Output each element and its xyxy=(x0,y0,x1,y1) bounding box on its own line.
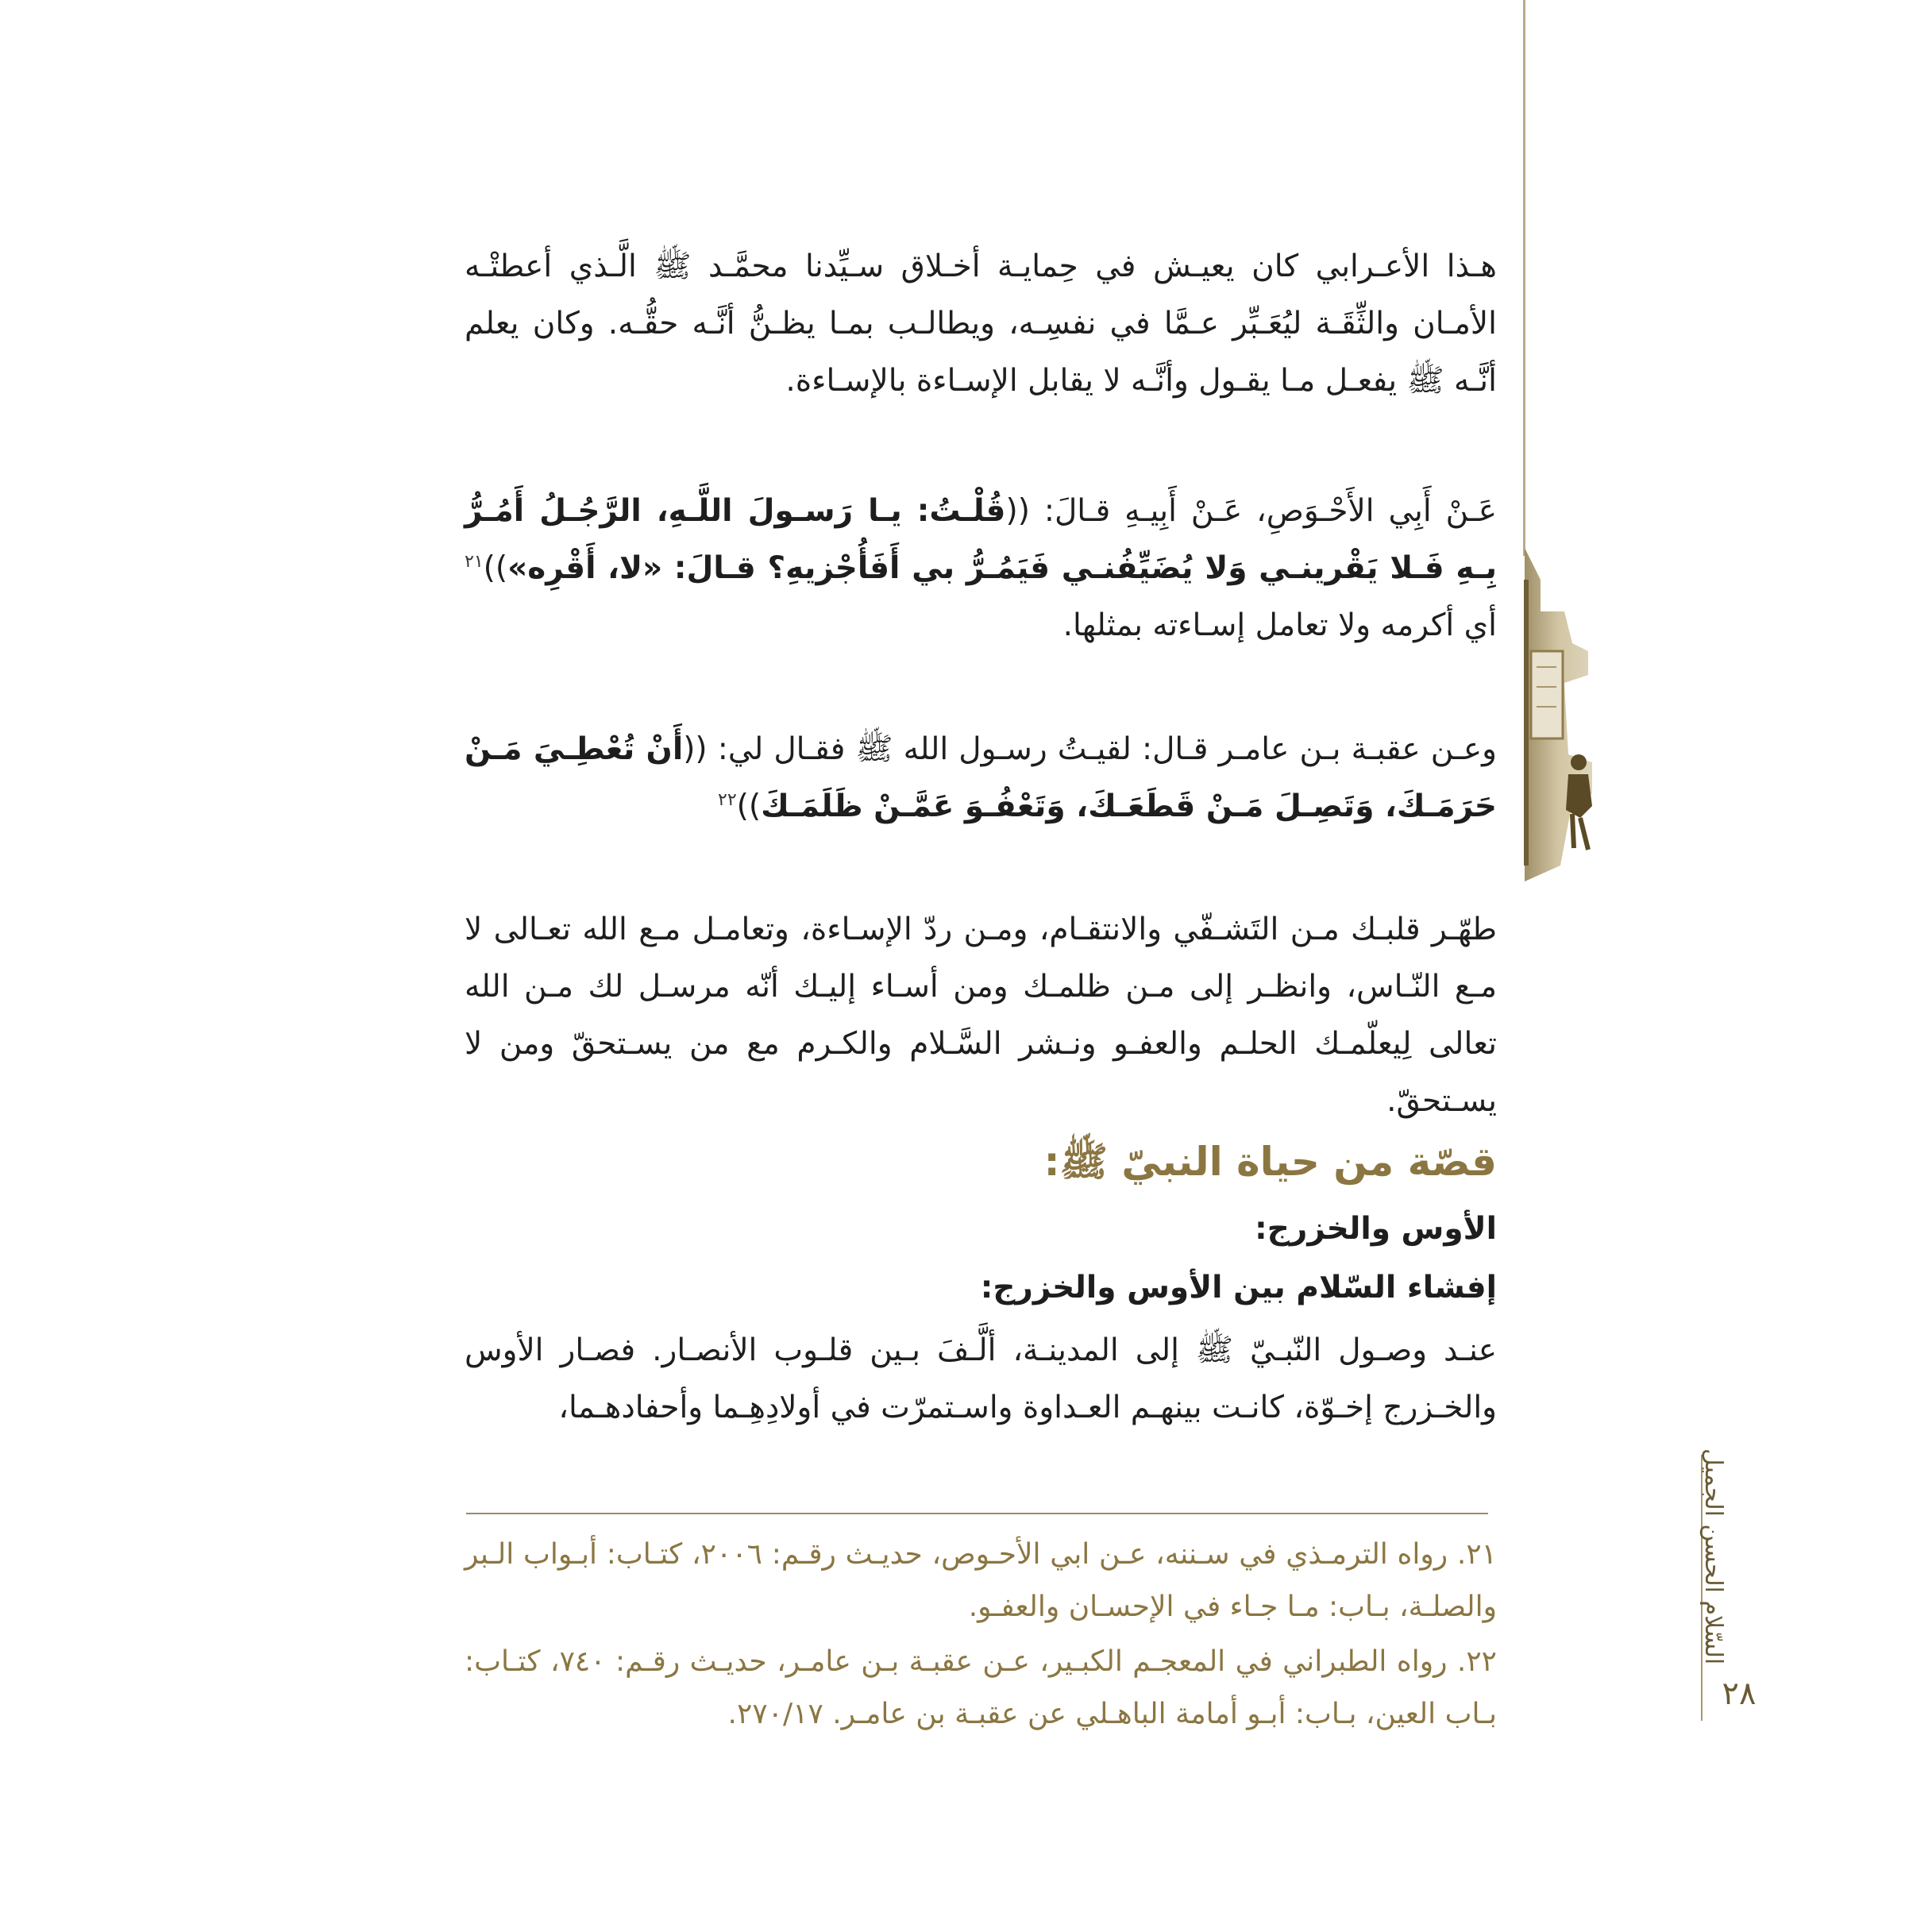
hadith-text: أَنْ تُعْطِـيَ مَـنْ حَرَمَـكَ، وَتَصِـلَ مَـنْ قَطَعَـكَ، وَتَعْفُـوَ عَمَّـنْ ظَلَمَـكَ xyxy=(465,731,1497,824)
lantern-illustration xyxy=(1517,548,1600,881)
top-vertical-rule xyxy=(1523,0,1525,556)
footnote-divider xyxy=(466,1513,1488,1514)
footnote-ref-22[interactable]: ٢٢ xyxy=(718,790,737,810)
paragraph-arrival-medina: عنـد وصـول النّبـيّ ﷺ إلى المدينـة، ألَّـفَ بـين قلـوب الأنصـار. فصـار الأوس والخـزرج إخـوّة، كانـت بينهـم العـداوة واسـتمرّت في أولادِهِـما وأحفادهـما، xyxy=(465,1332,1497,1425)
paragraph-abu-al-ahwas xyxy=(465,483,1497,654)
hadith-intro: عَـنْ أَبِي الأَحْـوَصِ، عَـنْ أَبِيـهِ قـالَ: (( xyxy=(1005,493,1497,529)
footnote-ref-21[interactable]: ٢١ xyxy=(465,552,484,572)
hadith-close: )) xyxy=(483,550,508,586)
paragraph-bedouin: هـذا الأعـرابي كان يعيـش في حِمايـة أخـلاق سـيِّدنا محمَّـد ﷺ الَّـذي أعطتْـه الأمـان والثِّقَـة ليُعَـبِّر عـمَّا في نفسِـه، ويطالـب بمـا يظـنُّ أنَّـه حقُّـه. وكان يعلم أنَّـه ﷺ يفعـل مـا يقـول وأنَّـه لا يقابل الإسـاءة بالإسـاءة. xyxy=(465,249,1497,399)
book-title: السّلام الحسن الجميل xyxy=(1699,1448,1727,1665)
subheading-aws-khazraj: الأوس والخزرج: xyxy=(1255,1211,1497,1247)
footnote-21: ٢١. رواه الترمـذي في سـننه، عـن ابي الأحـوص، حديـث رقـم: ٢٠٠٦، كتـاب: أبـواب الـبر والصلـة، بـاب: مـا جـاء في الإحسـان والعفـو. xyxy=(465,1538,1497,1623)
section-title: قصّة من حياة النبيّ ﷺ: xyxy=(1043,1139,1497,1185)
running-title xyxy=(1683,1448,1743,1665)
hadith-close: )) xyxy=(736,789,762,824)
footnote-22: ٢٢. رواه الطبراني في المعجـم الكبـير، عـن عقبـة بـن عامـر، حديـث رقـم: ٧٤٠، كتـاب: بـاب العين، بـاب: أبـو أمامة الباهـلي عن عقبـة بن عامـر. ٢٧٠/١٧. xyxy=(465,1645,1497,1730)
paragraph-uqba-bin-amir xyxy=(465,721,1497,835)
hadith-intro: وعـن عقبـة بـن عامـر قـال: لقيـتُ رسـول الله ﷺ فقـال لي: (( xyxy=(683,731,1497,767)
page-number: ٢٨ xyxy=(1722,1676,1757,1712)
hadith-text: قُلْـتُ: يـا رَسـولَ اللَّـهِ، الرَّجُـلُ أَمُـرُّ بِـهِ فَـلا يَقْرينـي وَلا يُضَيِّفُنـي فَيَمُـرُّ بي أَفَأُجْزيهِ؟ قـالَ: «لا، أَقْرِه» xyxy=(465,493,1497,586)
paragraph-purify-heart: طهّـر قلبـك مـن التَشـفّي والانتقـام، ومـن ردّ الإسـاءة، وتعامـل مـع الله تعـالى لا مـع النّـاس، وانظـر إلى مـن ظلمـك ومن أسـاء إليـك أنّه مرسـل لك مـن الله تعالى لِيعلّمـك الحلـم والعفـو ونـشر السَّـلام والكـرم مع من يسـتحقّ ومن لا يسـتحقّ. xyxy=(465,912,1497,1119)
hadith-explanation: أي أكرمه ولا تعامل إسـاءته بمثلها. xyxy=(1062,607,1497,643)
subheading-spreading-peace: إفشاء السّلام بين الأوس والخزرج: xyxy=(980,1270,1497,1305)
